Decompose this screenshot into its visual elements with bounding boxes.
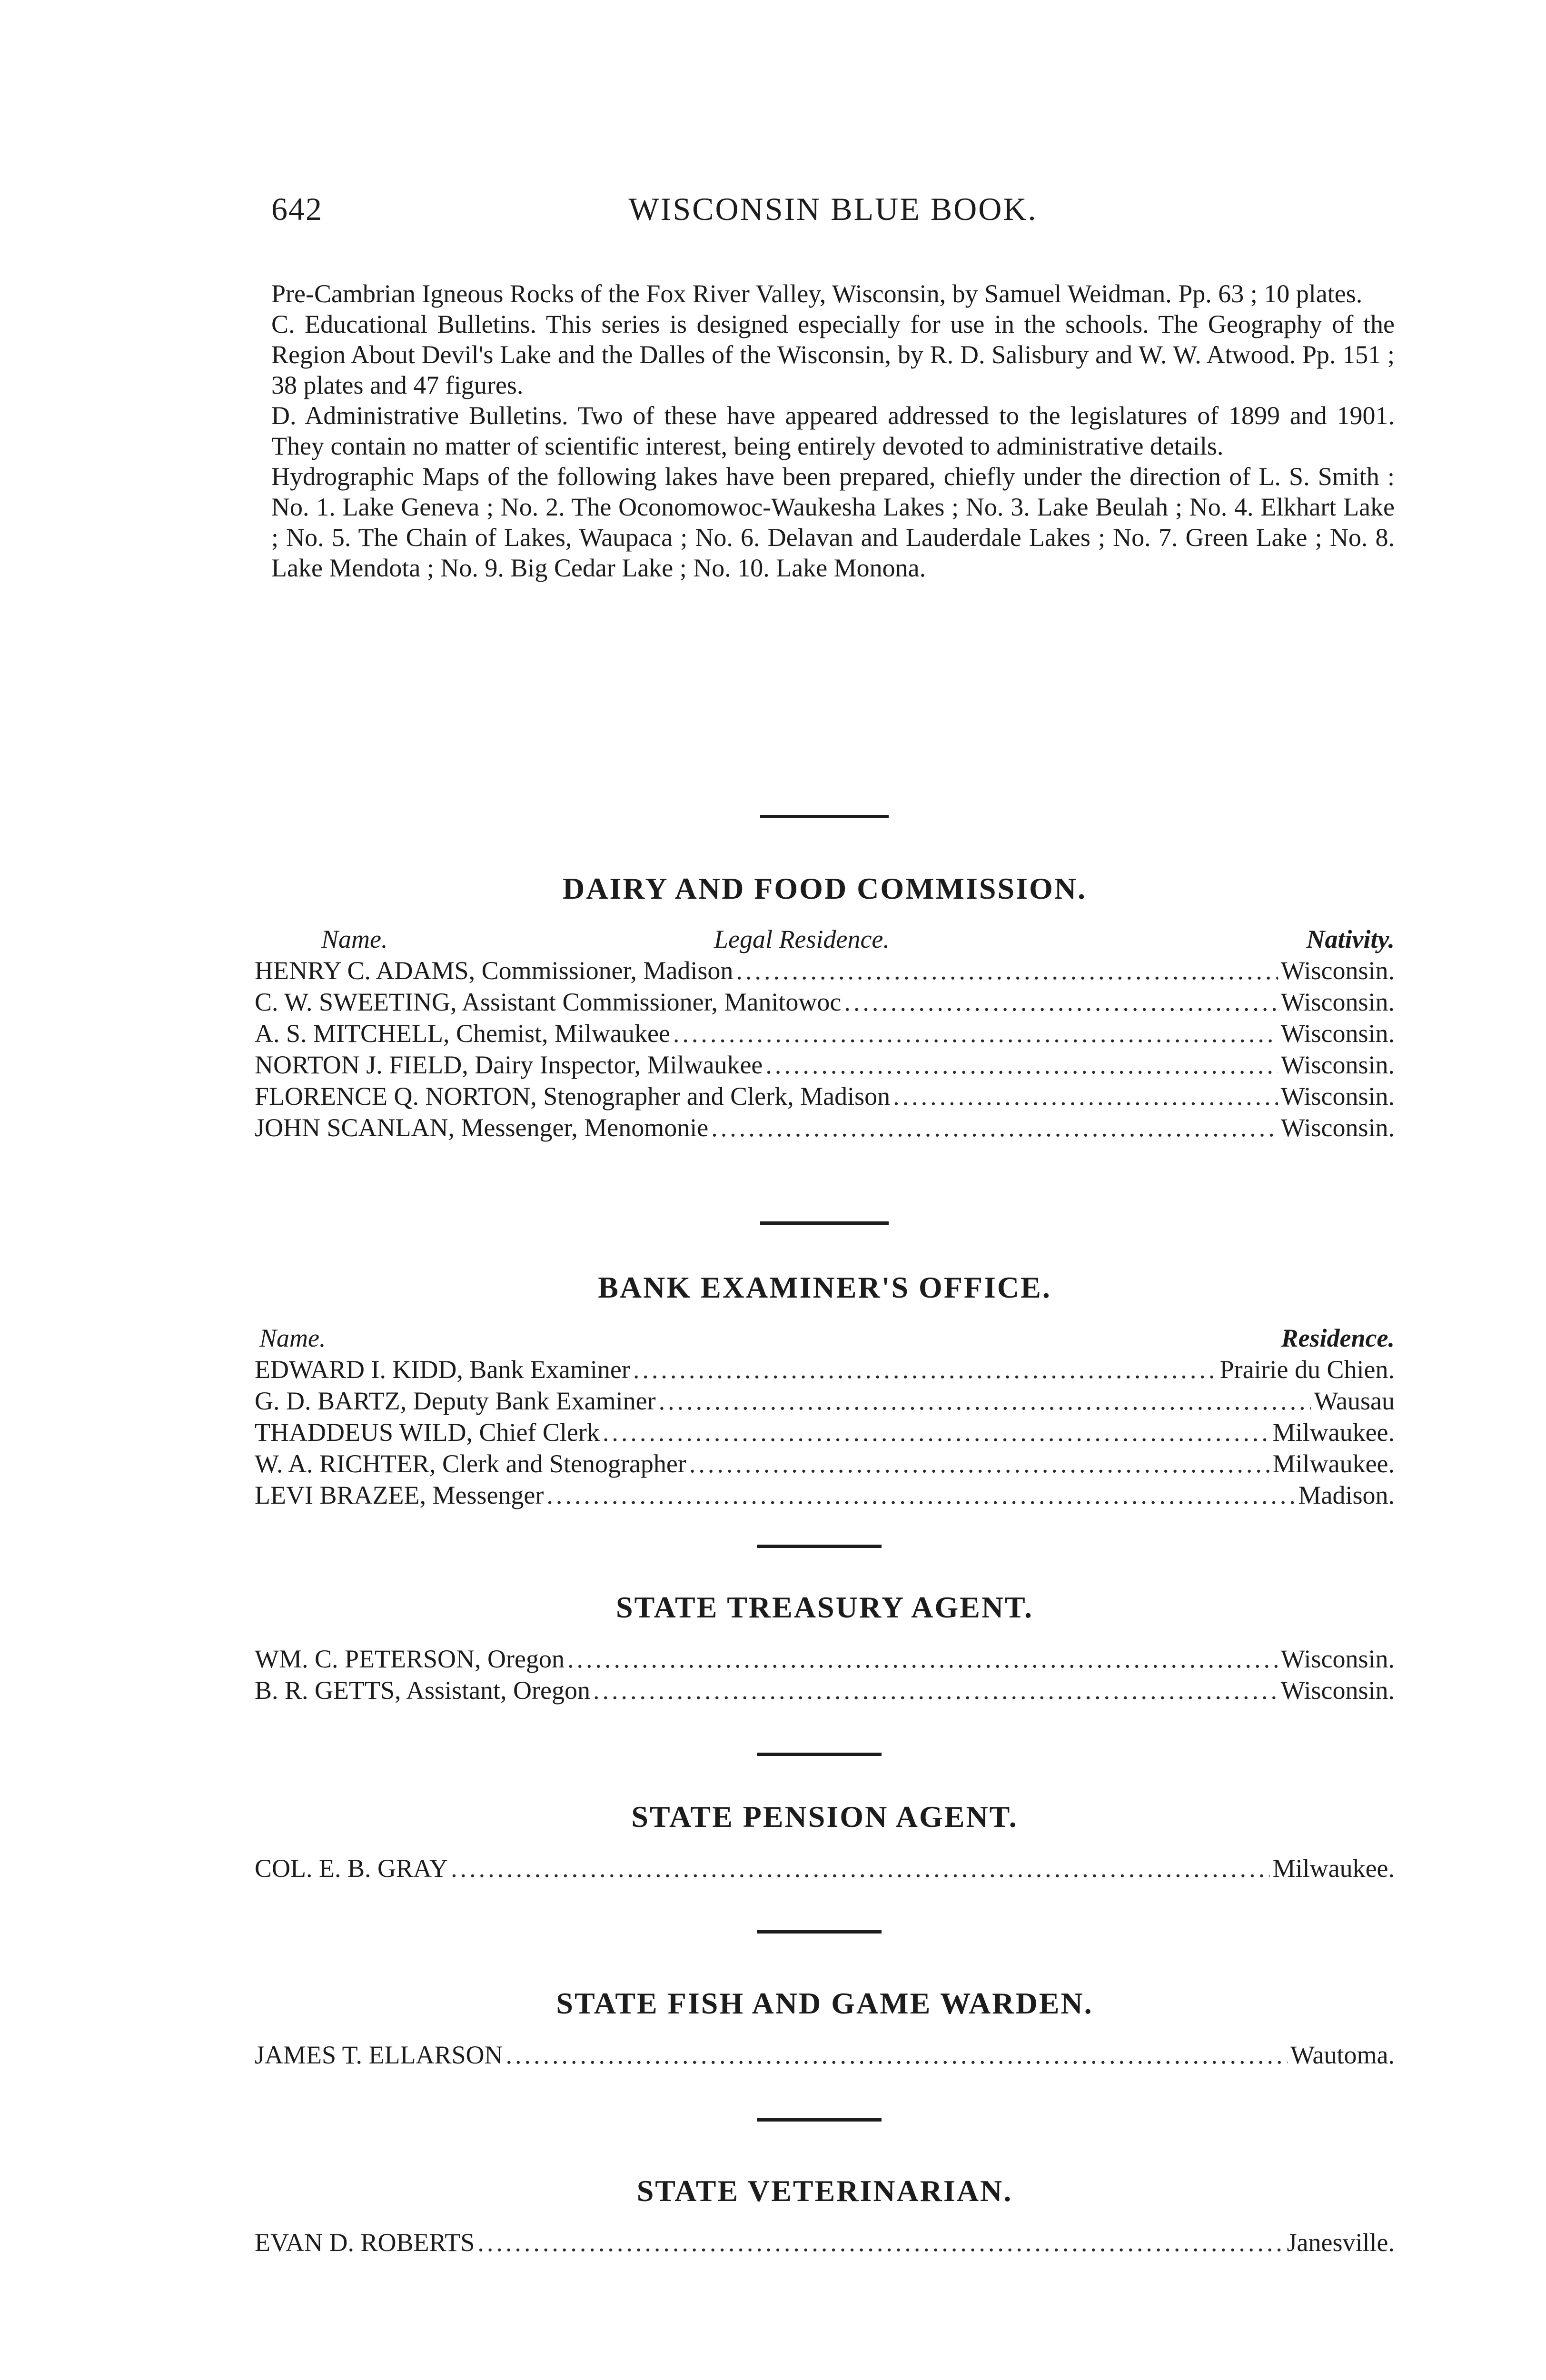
roster-entry: G. D. BARTZ, Deputy Bank Examiner	[255, 1387, 656, 1415]
section-treasury-agent	[255, 1590, 1395, 1706]
section-pension-agent	[255, 1799, 1395, 1884]
roster-row	[255, 1112, 1395, 1143]
roster-place: Wisconsin.	[1280, 1645, 1395, 1673]
dot-leader	[633, 1354, 1217, 1385]
roster-entry: THADDEUS WILD, Chief Clerk	[255, 1418, 600, 1447]
dot-leader	[673, 1018, 1278, 1049]
roster-entry: B. R. GETTS, Assistant, Oregon	[255, 1676, 591, 1705]
roster-row	[255, 1448, 1395, 1479]
roster-entry: W. A. RICHTER, Clerk and Stenographer	[255, 1449, 686, 1478]
column-header-residence: Residence.	[1281, 1324, 1395, 1352]
section-fish-game-warden	[255, 1986, 1395, 2071]
roster-place: Wisconsin.	[1280, 1051, 1395, 1079]
paragraph: Pre-Cambrian Igneous Rocks of the Fox River Valley, Wisconsin, by Samuel Weidman. Pp. 63 ; 10 plates.	[271, 279, 1363, 308]
roster-place: Wisconsin.	[1280, 988, 1395, 1016]
roster-row	[255, 1354, 1395, 1385]
section-bank-examiner	[255, 1270, 1395, 1511]
roster-place: Janesville.	[1287, 2228, 1395, 2257]
dot-leader	[893, 1081, 1278, 1112]
roster-row	[255, 1417, 1395, 1448]
section-divider	[757, 2118, 882, 2122]
paragraph: Hydrographic Maps of the following lakes have been prepared, chiefly under the direction of L. S. Smith : No. 1. Lake Geneva ; No. 2. The Oconomowoc-Waukesha Lakes ; No. 3. Lake Beulah ; No. 4. Elkhart Lake ; No. 5. The Chain of Lakes, Waupaca ; No. 6. Delavan and Lauderdale Lakes ; No. 7. Green Lake ; No. 8. Lake Mendota ; No. 9. Big Cedar Lake ; No. 10. Lake Monona.	[271, 462, 1395, 582]
column-headers	[255, 924, 1395, 955]
roster-entry: FLORENCE Q. NORTON, Stenographer and Clerk, Madison	[255, 1082, 891, 1111]
roster-row	[255, 1385, 1395, 1417]
section-divider	[757, 1545, 882, 1548]
dot-leader	[736, 955, 1278, 986]
roster-entry: EDWARD I. KIDD, Bank Examiner	[255, 1355, 630, 1384]
dot-leader	[506, 2039, 1288, 2071]
roster-row	[255, 1675, 1395, 1706]
dot-leader	[844, 986, 1278, 1018]
section-title: DAIRY AND FOOD COMMISSION.	[563, 872, 1087, 905]
roster-place: Madison.	[1298, 1481, 1395, 1509]
section-divider	[757, 1930, 882, 1934]
column-header-name: Name.	[259, 1324, 326, 1352]
page-number: 642	[271, 191, 323, 227]
section-title: STATE FISH AND GAME WARDEN.	[556, 1986, 1093, 2020]
dot-leader	[711, 1112, 1278, 1143]
dot-leader	[567, 1643, 1278, 1675]
section-dairy-commission	[255, 871, 1395, 1143]
section-title: BANK EXAMINER'S OFFICE.	[598, 1270, 1051, 1304]
column-header-residence: Legal Residence.	[714, 925, 890, 953]
section-veterinarian	[255, 2173, 1395, 2258]
roster-place: Milwaukee.	[1272, 1418, 1395, 1447]
paragraph: D. Administrative Bulletins. Two of these have appeared addressed to the legislatures of 1899 and 1901. They contain no matter of scientific interest, being entirely devoted to administrative details.	[271, 401, 1395, 460]
running-head	[271, 190, 1395, 228]
dot-leader	[603, 1417, 1270, 1448]
roster-entry: COL. E. B. GRAY	[255, 1854, 448, 1883]
roster-row	[255, 1643, 1395, 1675]
section-divider	[760, 1221, 889, 1225]
roster-row	[255, 1853, 1395, 1884]
dot-leader	[659, 1385, 1311, 1417]
paragraph: C. Educational Bulletins. This series is designed especially for use in the schools. The Geography of the Region About Devil's Lake and the Dalles of the Wisconsin, by R. D. Salisbury and W. W. Atwood. Pp. 151 ; 38 plates and 47 figures.	[271, 310, 1395, 399]
roster-entry: WM. C. PETERSON, Oregon	[255, 1645, 565, 1673]
roster-row	[255, 1081, 1395, 1112]
section-divider	[757, 1753, 882, 1756]
roster-place: Milwaukee.	[1272, 1449, 1395, 1478]
roster-entry: A. S. MITCHELL, Chemist, Milwaukee	[255, 1019, 670, 1048]
column-header-name: Name.	[321, 925, 388, 953]
roster-place: Wisconsin.	[1280, 1113, 1395, 1142]
dot-leader	[546, 1479, 1295, 1511]
roster-entry: C. W. SWEETING, Assistant Commissioner, Manitowoc	[255, 988, 842, 1016]
roster-place: Wisconsin.	[1280, 1676, 1395, 1705]
running-title: WISCONSIN BLUE BOOK.	[628, 191, 1038, 227]
section-title: STATE PENSION AGENT.	[631, 1800, 1018, 1834]
dot-leader	[477, 2227, 1284, 2258]
roster-row	[255, 2227, 1395, 2258]
section-title: STATE TREASURY AGENT.	[616, 1590, 1033, 1624]
roster-place: Prairie du Chien.	[1219, 1355, 1395, 1384]
section-divider	[760, 815, 889, 818]
roster-place: Wisconsin.	[1280, 1019, 1395, 1048]
roster-place: Wautoma.	[1290, 2041, 1395, 2069]
roster-row	[255, 2039, 1395, 2071]
dot-leader	[451, 1853, 1270, 1884]
dot-leader	[765, 1049, 1278, 1081]
roster-place: Wausau	[1314, 1387, 1395, 1415]
roster-entry: JAMES T. ELLARSON	[255, 2041, 503, 2069]
intro-text	[271, 278, 1395, 583]
section-title: STATE VETERINARIAN.	[636, 2174, 1013, 2208]
roster-entry: HENRY C. ADAMS, Commissioner, Madison	[255, 956, 733, 985]
roster-entry: NORTON J. FIELD, Dairy Inspector, Milwaukee	[255, 1051, 763, 1079]
roster-entry: LEVI BRAZEE, Messenger	[255, 1481, 544, 1509]
roster-row	[255, 986, 1395, 1018]
roster-row	[255, 1049, 1395, 1081]
roster-place: Milwaukee.	[1272, 1854, 1395, 1883]
roster-row	[255, 1018, 1395, 1049]
roster-place: Wisconsin.	[1280, 1082, 1395, 1111]
dot-leader	[593, 1675, 1278, 1706]
roster-row	[255, 1479, 1395, 1511]
column-headers	[255, 1323, 1395, 1354]
roster-entry: JOHN SCANLAN, Messenger, Menomonie	[255, 1113, 709, 1142]
roster-entry: EVAN D. ROBERTS	[255, 2228, 475, 2257]
roster-row	[255, 955, 1395, 986]
column-header-nativity: Nativity.	[1306, 925, 1395, 953]
dot-leader	[689, 1448, 1270, 1479]
roster-place: Wisconsin.	[1280, 956, 1395, 985]
